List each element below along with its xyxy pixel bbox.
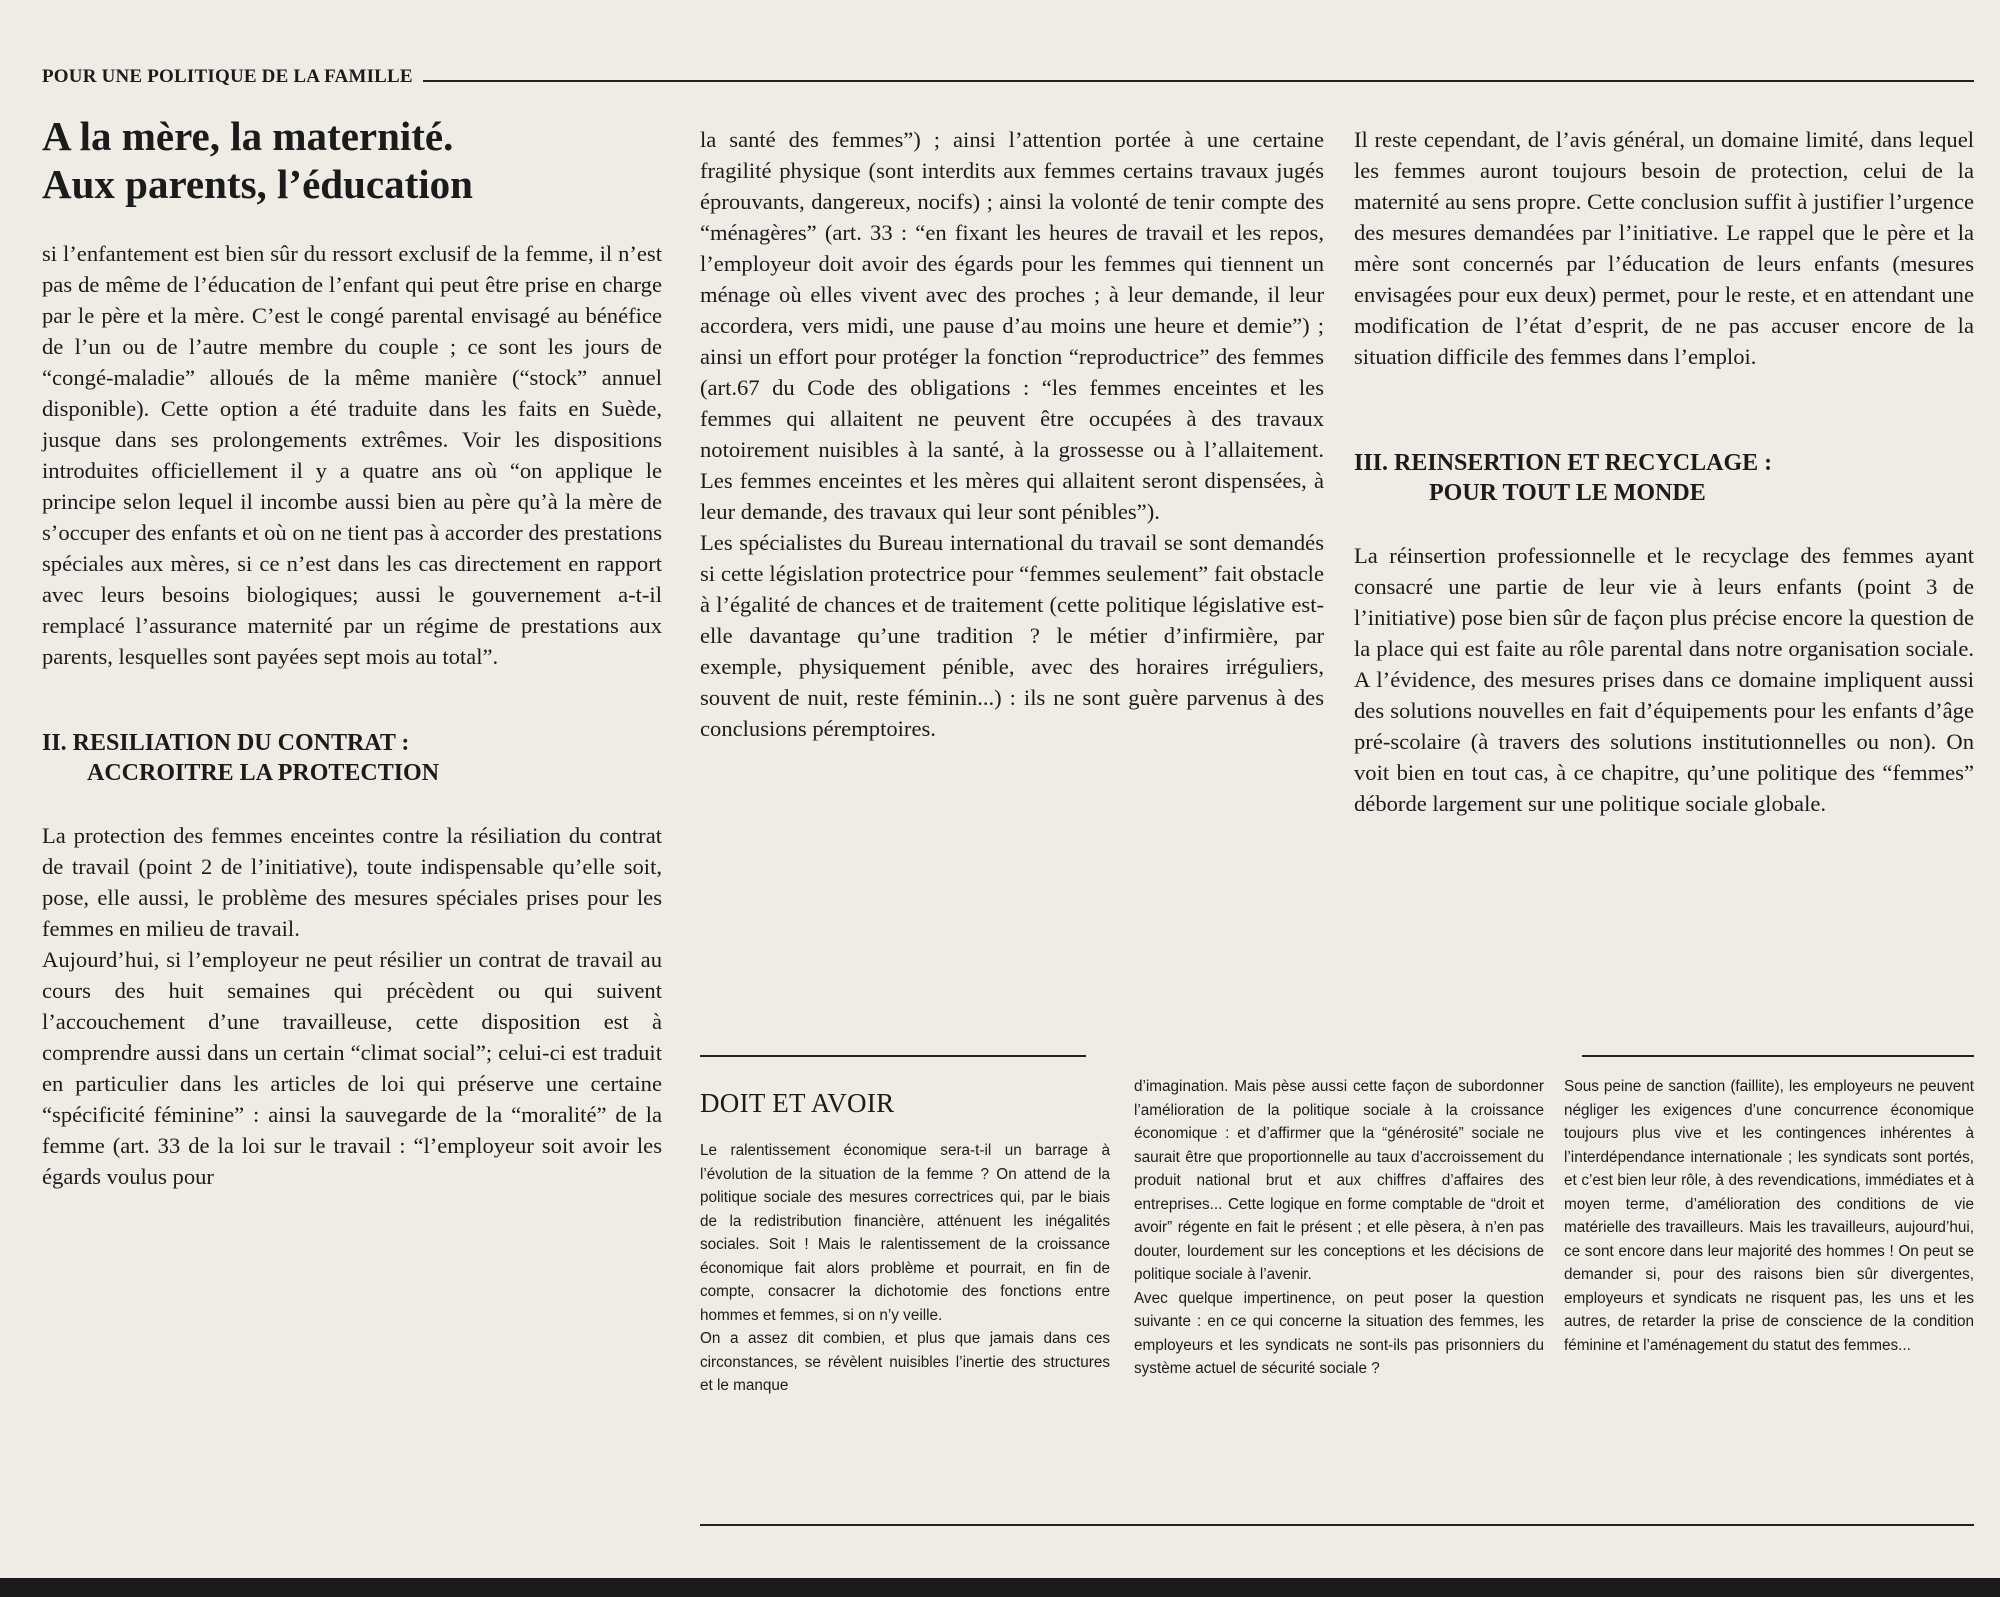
sidebar-column-2 (1134, 1075, 1544, 1381)
section-title: POUR UNE POLITIQUE DE LA FAMILLE (42, 66, 413, 87)
box-bottom-rule (700, 1524, 1974, 1526)
paragraph: La réinsertion professionnelle et le recyclage des femmes ayant consacré une partie de leur vie à leurs enfants (point 3 de l’initiative) pose bien sûr de façon plus précise encore la question de la place qui est faite au rôle parental dans notre organisation sociale. A l’évidence, des mesures prises dans ce domaine impliquent aussi des solutions nouvelles en fait d’équipements pour les enfants d’âge pré-scolaire (à travers des solutions institutionnelles ou non). On voit bien en tout cas, à ce chapitre, qu’une politique des “femmes” déborde largement sur une politique sociale globale. (1354, 543, 1974, 816)
box-top-rule-right (1582, 1055, 1974, 1057)
paragraph: si l’enfantement est bien sûr du ressort exclusif de la femme, il n’est pas de même de l’éducation de l’enfant qui peut être prise en charge par le père et la mère. C’est le congé parental envisagé au bénéfice de l’un ou de l’autre membre du couple ; ce sont les jours de “congé-maladie” alloués de la même manière (“stock” annuel disponible). Cette option a été traduite dans les faits en Suède, jusque dans ses prolongements extrêmes. Voir les dispositions introduites officiellement il y a quatre ans où “on applique le principe selon lequel il incombe aussi bien au père qu’à la mère de s’occuper des enfants et où on ne tient pas à accorder des prestations spéciales aux mères, si ce n’est dans les cas directement en rapport avec leurs besoins biologiques; aussi le gouvernement a-t-il remplacé l’assurance maternité par un régime de prestations aux parents, lesquelles sont payées sept mois au total”. (42, 241, 662, 669)
section-heading-line-1: III. REINSERTION ET RECYCLAGE : (1354, 450, 1773, 476)
box-top-rule-left (700, 1055, 1086, 1057)
paragraph: La protection des femmes enceintes contre la résiliation du contrat de travail (point 2 de l’initiative), toute indispensable qu’elle soit, pose, elle aussi, le problème des mesures spéciales prises pour les femmes en milieu de travail. (42, 823, 662, 941)
headline-line-2: Aux parents, l’éducation (42, 161, 473, 207)
section-heading-line-1: II. RESILIATION DU CONTRAT : (42, 730, 410, 756)
paragraph: la santé des femmes”) ; ainsi l’attention portée à une certaine fragilité physique (sont interdits aux femmes certains travaux jugés éprouvants, dangereux, nocifs) ; ainsi la volonté de tenir compte des “ménagères” (art. 33 : “en fixant les heures de travail et les repos, l’employeur doit avoir des égards pour les femmes qui tiennent un ménage où elles vivent avec des proches ; à leur demande, il leur accordera, vers midi, une pause d’au moins une heure et demie”) ; ainsi un effort pour protéger la fonction “reproductrice” des femmes (art.67 du Code des obligations : “les femmes enceintes et les femmes qui allaitent ne peuvent être occupées à des travaux notoirement nuisibles à la santé, à la grossesse ou à l’allaitement. Les femmes enceintes et les mères qui allaitent seront dispensées, à leur demande, des travaux qui leur sont pénibles”). (700, 127, 1324, 524)
running-header (42, 66, 1974, 88)
scan-edge-bar (0, 1578, 2000, 1597)
article-column-2 (700, 124, 1324, 744)
sidebar-column-1 (700, 1075, 1110, 1398)
sidebar-paragraph: Sous peine de sanction (faillite), les employeurs ne peuvent négliger les exigences d’une concurrence économique toujours plus vive et les contingences inhérentes à l’interdépendance internationale ; les syndicats sont portés, et c’est bien leur rôle, à des revendications, immédiates et à moyen terme, d’amélioration des conditions de vie matérielle des travailleurs. Mais les travailleurs, aujourd’hui, ce sont encore dans leur majorité des hommes ! On peut se demander si, pour des raisons bien sûr divergentes, employeurs et syndicats ne risquent pas, les uns et les autres, de retarder la prise de conscience de la condition féminine et l’aménagement du statut des femmes... (1564, 1078, 1974, 1354)
header-rule (423, 80, 1974, 82)
sidebar-column-3 (1564, 1075, 1974, 1357)
headline-line-1: A la mère, la maternité. (42, 113, 454, 159)
paragraph: Les spécialistes du Bureau international du travail se sont demandés si cette législation protectrice pour “femmes seulement” fait obstacle à l’égalité de chances et de traitement (cette politique législative est-elle davantage qu’une tradition ? le métier d’infirmière, par exemple, physiquement pénible, avec des horaires irréguliers, souvent de nuit, reste féminin...) : ils ne sont guère parvenus à des conclusions péremptoires. (700, 530, 1324, 741)
headline (42, 112, 662, 208)
sidebar-title: DOIT ET AVOIR (700, 1088, 895, 1118)
sidebar-paragraph: Avec quelque impertinence, on peut poser la question suivante : en ce qui concerne la situation des femmes, les employeurs et les syndicats ne sont-ils pas prisonniers du système actuel de sécurité sociale ? (1134, 1289, 1544, 1377)
section-heading-line-2: ACCROITRE LA PROTECTION (87, 760, 440, 786)
section-heading-3 (1354, 448, 1974, 508)
paragraph: Aujourd’hui, si l’employeur ne peut résilier un contrat de travail au cours des huit semaines qui précèdent ou qui suivent l’accouchement d’une travailleuse, cette disposition est à comprendre aussi dans un certain “climat social”; celui-ci est traduit en particulier dans les articles de loi qui préserve une certaine “spécificité féminine” : ainsi la sauvegarde de la “moralité” de la femme (art. 33 de la loi sur le travail : “l’employeur soit avoir les égards voulus pour (42, 947, 662, 1189)
section-heading-line-2: POUR TOUT LE MONDE (1429, 480, 1706, 506)
paragraph: Il reste cependant, de l’avis général, un domaine limité, dans lequel les femmes auront toujours besoin de protection, celui de la maternité au sens propre. Cette conclusion suffit à justifier l’urgence des mesures demandées par l’initiative. Le rappel que le père et la mère sont concernés par l’éducation de leurs enfants (mesures envisagées pour eux deux) permet, pour le reste, et en attendant une modification de l’état d’esprit, de ne pas accuser encore de la situation difficile des femmes dans l’emploi. (1354, 127, 1974, 369)
sidebar-box (700, 1075, 1974, 1515)
article-column-3 (1354, 124, 1974, 819)
sidebar-paragraph: On a assez dit combien, et plus que jamais dans ces circonstances, se révèlent nuisibles l’inertie des structures et le manque (700, 1330, 1110, 1394)
sidebar-paragraph: d’imagination. Mais pèse aussi cette façon de subordonner l’amélioration de la politique sociale à la croissance économique : et d’affirmer que la “générosité” sociale ne saurait être que proportionnelle au taux d’accroissement du produit national brut et aux chiffres d’affaires des entreprises... Cette logique en forme comptable de “droit et avoir” régente en fait le présent ; et elle pèsera, à n’en pas douter, lourdement sur les conceptions et les décisions de politique sociale à l’avenir. (1134, 1078, 1544, 1283)
sidebar-paragraph: Le ralentissement économique sera-t-il un barrage à l’évolution de la situation de la femme ? On attend de la politique sociale des mesures correctrices qui, par le biais de la redistribution financière, atténuent les inégalités sociales. Soit ! Mais le ralentissement de la croissance économique fait alors problème et pourrait, en fin de compte, consacrer la dichotomie des fonctions entre hommes et femmes, si on n’y veille. (700, 1142, 1110, 1324)
section-heading-2 (42, 728, 662, 788)
article-column-1 (42, 112, 662, 1192)
